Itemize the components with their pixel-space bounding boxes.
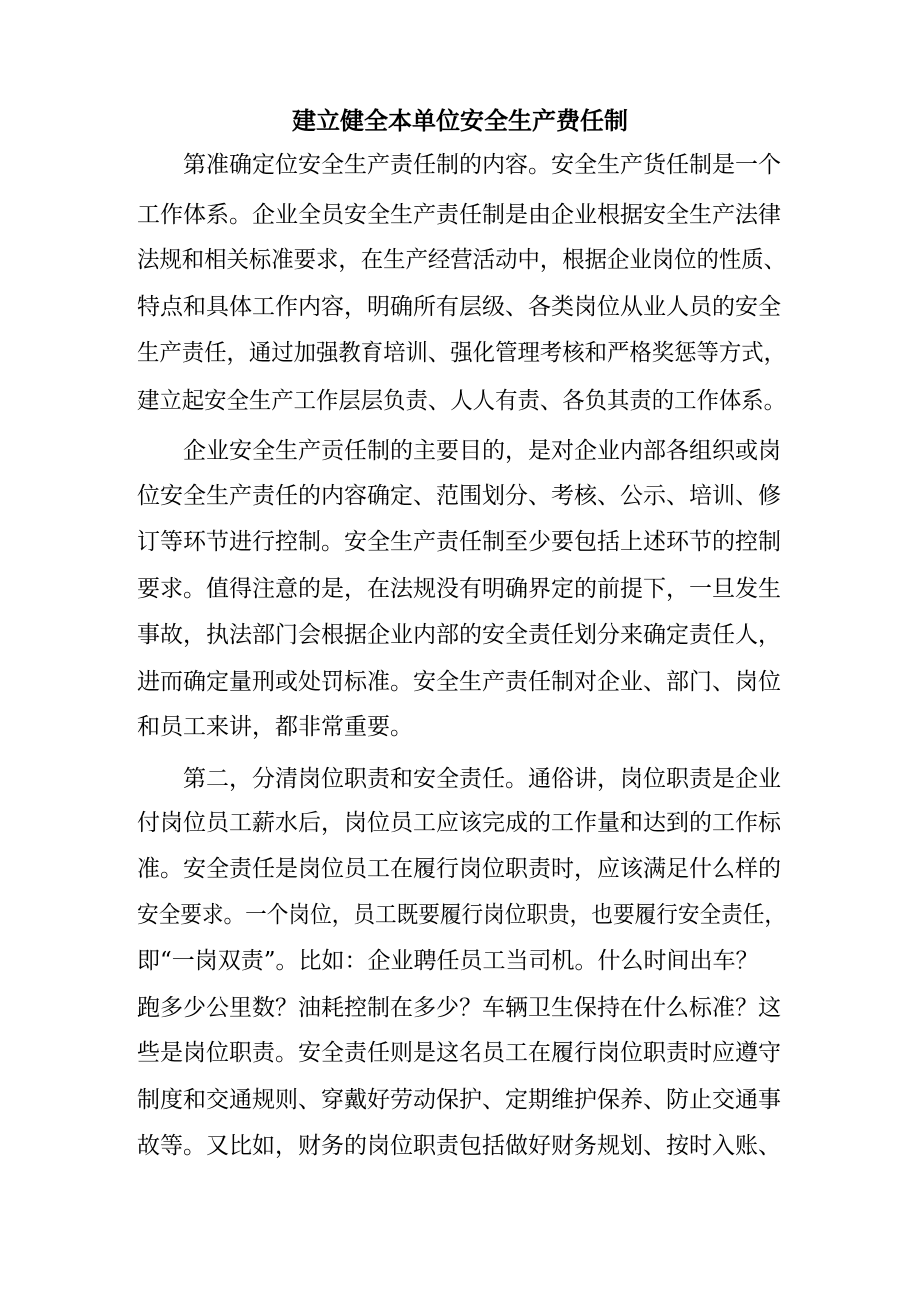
paragraph-line: 特点和具体工作内容，明确所有层级、各类岗位从业人员的安全	[137, 294, 781, 320]
paragraph-line: 故等。又比如，财务的岗位职责包括做好财务规划、按时入账、	[137, 1133, 781, 1159]
paragraph-line: 制度和交通规则、穿戴好劳动保护、定期维护保养、防止交通事	[137, 1087, 781, 1113]
paragraph-line: 法规和相关标准要求，在生产经营活动中，根据企业岗位的性质、	[137, 247, 786, 273]
paragraph-line: 位安全生产责任的内容确定、范围划分、考核、公示、培训、修	[137, 483, 781, 509]
paragraph-line: 工作体系。企业全员安全生产责任制是由企业根据安全生产法律	[137, 202, 781, 228]
paragraph-line: 即“一岗双责”。比如：企业聘任员工当司机。什么时间出车？	[137, 948, 759, 974]
paragraph-line: 要求。值得注意的是，在法规没有明确界定的前提下，一旦发生	[137, 576, 781, 602]
paragraph-line: 事故，执法部门会根据企业内部的安全责任划分来确定责任人，	[137, 622, 781, 648]
paragraph-line: 订等环节进行控制。安全生产责任制至少要包括上述环节的控制	[137, 529, 781, 555]
document-title: 建立健全本单位安全生产费任制	[292, 107, 628, 135]
paragraph-line: 安全要求。一个岗位，员工既要履行岗位职贵，也要履行安全责任，	[137, 902, 787, 928]
paragraph-line: 和员工来讲，都非常重要。	[137, 714, 413, 740]
paragraph-line: 进而确定量刑或处罚标准。安全生产责任制对企业、部门、岗位	[137, 669, 781, 695]
paragraph-line: 第二，分清岗位职责和安全责任。通俗讲，岗位职责是企业	[183, 766, 781, 792]
paragraph-line: 付岗位员工薪水后，岗位员工应该完成的工作量和达到的工作标	[137, 810, 781, 836]
paragraph-line: 企业安全生产贡任制的主要目的，是对企业内部各组织或岗	[183, 438, 781, 464]
paragraph-line: 第准确定位安全生产责任制的内容。安全生产货任制是一个	[183, 152, 781, 178]
paragraph-line: 生产责任，通过加强教育培训、强化管理考核和严格奖惩等方式，	[137, 340, 786, 366]
paragraph-line: 准。安全责任是岗位员工在履行岗位职责时，应该满足什么样的	[137, 856, 781, 882]
paragraph-line: 跑多少公里数？油耗控制在多少？车辆卫生保持在什么标准？这	[137, 995, 781, 1021]
paragraph-line: 些是岗位职责。安全责任则是这名员工在履行岗位职责时应遵守	[137, 1040, 781, 1066]
paragraph-line: 建立起安全生产工作层层负责、人人有责、各负其责的工作体系。	[137, 388, 786, 414]
